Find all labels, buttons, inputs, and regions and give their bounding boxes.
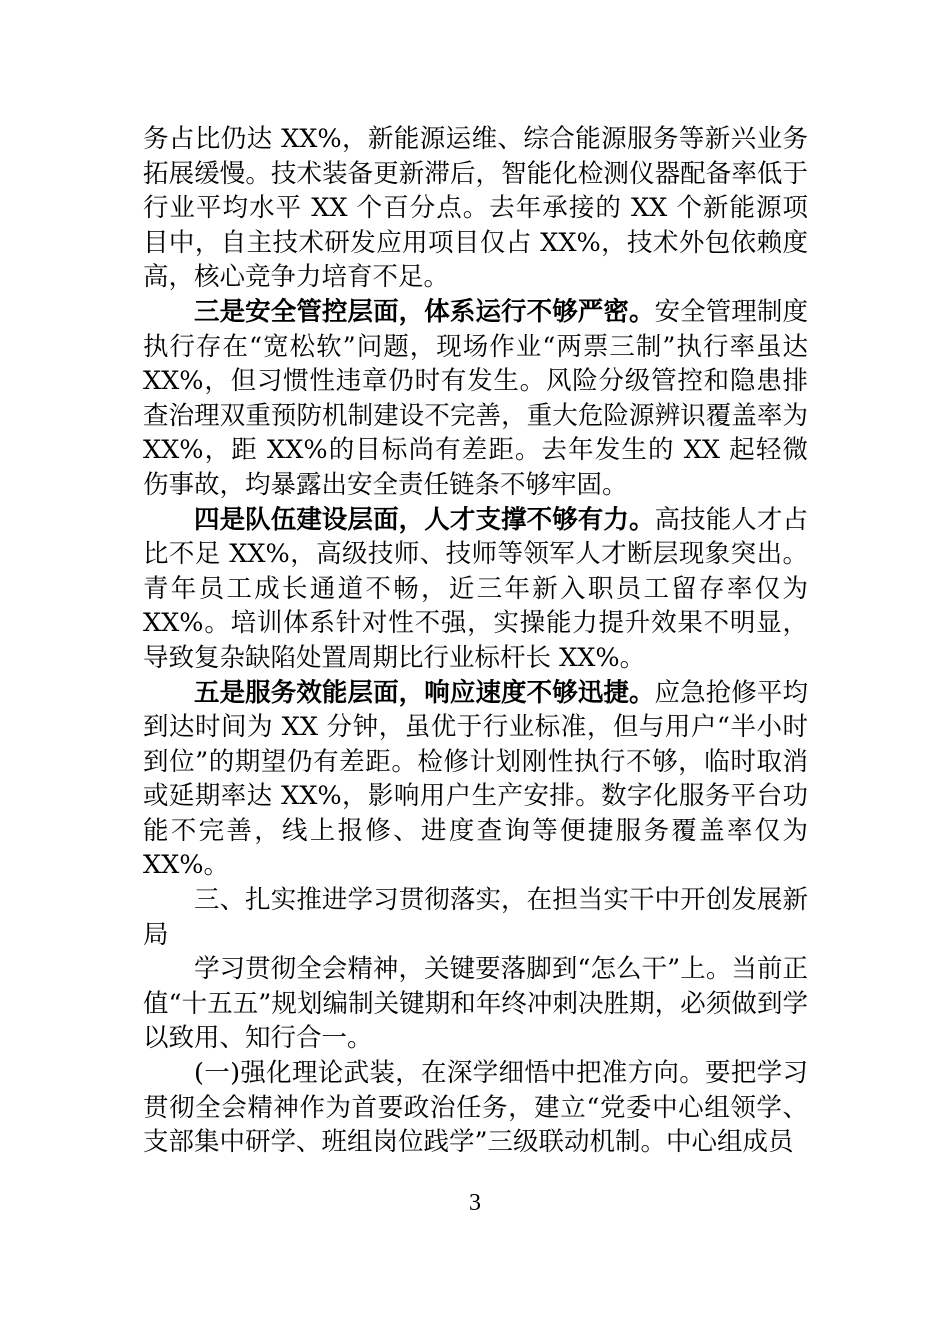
paragraph-lead: 三是安全管控层面，体系运行不够严密。: [194, 296, 655, 327]
paragraph-implementation: [143, 952, 808, 1056]
section-heading-text: 三、扎实推进学习贯彻落实，在担当实干中开创发展新局: [143, 885, 808, 950]
paragraph-safety-control: [143, 295, 808, 503]
paragraph-lead: 五是服务效能层面，响应速度不够迅捷。: [194, 677, 655, 708]
paragraph-lead: 四是队伍建设层面，人才支撑不够有力。: [194, 504, 655, 535]
paragraph-text: 安全管理制度执行存在“宽松软”问题，现场作业“两票三制”执行率虽达 XX%，但习惯性违章仍时有发生。风险分级管控和隐患排查治理双重预防机制建设不完善，重大危险源辨识覆盖率为 XX%，距 XX%的目标尚有差距。去年发生的 XX 起轻微伤事故，均暴露出安全责任链条不够牢固。: [143, 296, 808, 500]
paragraph-continuation: [143, 122, 808, 295]
paragraph-team-building: [143, 503, 808, 676]
paragraph-text: (一)强化理论武装，在深学细悟中把准方向。要把学习贯彻全会精神作为首要政治任务，建立“党委中心组领学、支部集中研学、班组岗位践学”三级联动机制。中心组成员: [143, 1058, 808, 1158]
document-body: [143, 122, 808, 1160]
paragraph-text: 高技能人才占比不足 XX%，高级技师、技师等领军人才断层现象突出。青年员工成长通道不畅，近三年新入职员工留存率仅为 XX%。培训体系针对性不强，实操能力提升效果不明显，导致复杂缺陷处置周期比行业标杆长 XX%。: [143, 504, 808, 673]
paragraph-text: 学习贯彻全会精神，关键要落脚到“怎么干”上。当前正值“十五五”规划编制关键期和年终冲刺决胜期，必须做到学以致用、知行合一。: [143, 954, 808, 1054]
paragraph-text: 应急抢修平均到达时间为 XX 分钟，虽优于行业标准，但与用户“半小时到位”的期望仍有差距。检修计划刚性执行不够，临时取消或延期率达 XX%，影响用户生产安排。数字化服务平台功能不完善，线上报修、进度查询等便捷服务覆盖率仅为 XX%。: [143, 677, 808, 881]
section-heading: [143, 883, 808, 952]
paragraph-theory-study: [143, 1056, 808, 1160]
paragraph-service-efficiency: [143, 676, 808, 884]
page-number: 3: [469, 1190, 481, 1216]
paragraph-text: 务占比仍达 XX%，新能源运维、综合能源服务等新兴业务拓展缓慢。技术装备更新滞后，智能化检测仪器配备率低于行业平均水平 XX 个百分点。去年承接的 XX 个新能源项目中，自主技术研发应用项目仅占 XX%，技术外包依赖度高，核心竞争力培育不足。: [143, 124, 808, 293]
